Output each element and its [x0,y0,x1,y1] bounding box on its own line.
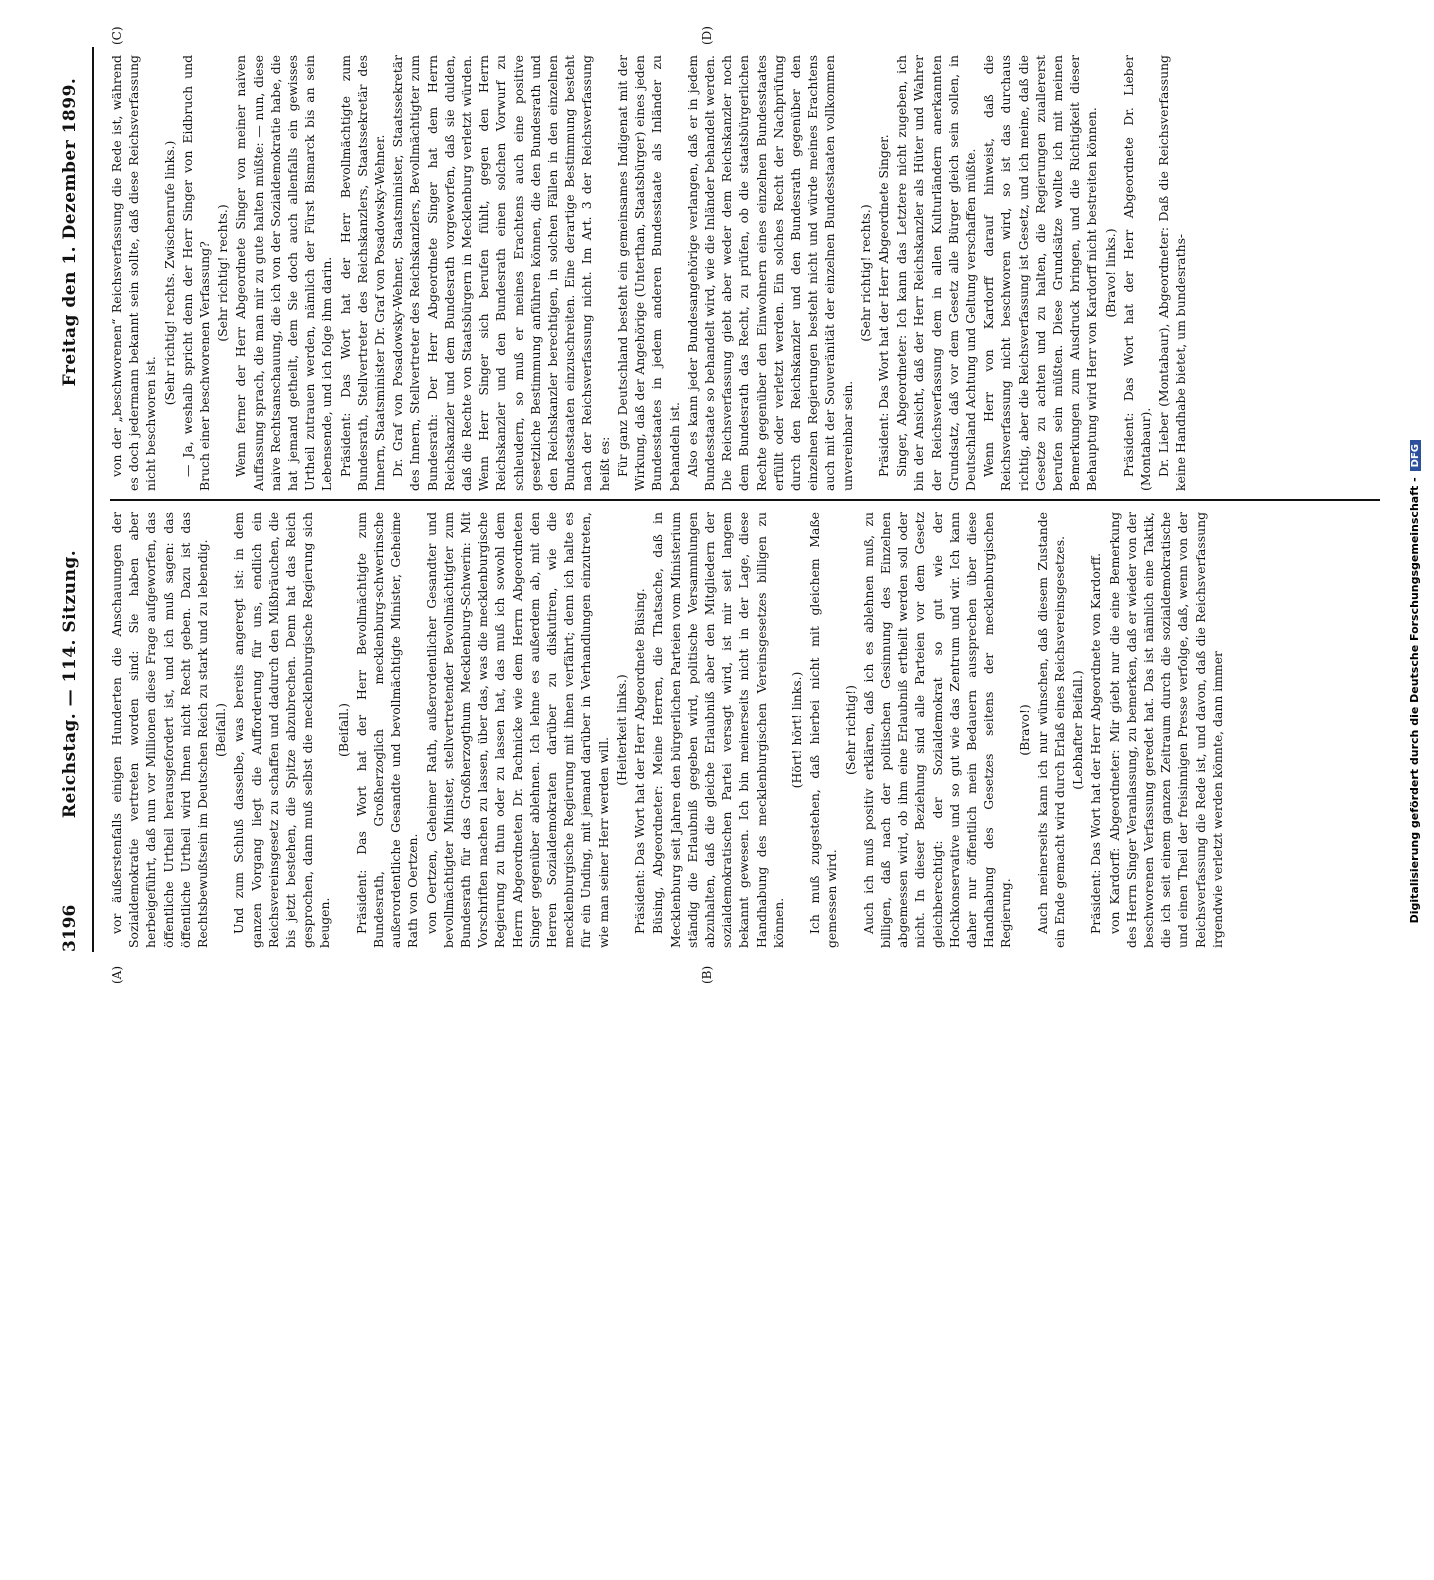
paragraph: Wenn Herr von Kardorff darauf hinweist, daß die Reichsverfassung nicht beschworen wird, so ist das durchaus richtig, aber die Reichsverfassung ist Gesetz, und ich meine, daß die Gesetze zu achten und zu halten, die Regierungen zuallererst berufen sein müßten. Diese Grundsätze wollte ich mit meinen Bemerkungen zum Ausdruck bringen, und die Richtigkeit dieser Behauptung wird Herr von Kardorff nicht bestreiten können. [981,55,1100,491]
interjection: (Beifall.) [335,703,351,757]
left-column [108,512,1408,948]
page-number: 3196 [60,904,80,952]
interjection: (Beifall.) [213,703,229,757]
paragraph: Und zum Schluß dasselbe, was bereits angeregt ist: in dem ganzen Vorgang liegt die Aufforderung für uns, endlich ein Reichsvereinsgesetz zu schaffen und dadurch den Mißbräuchen, die bis jetzt bestehen, die Spitze abzubrechen. Denn hat das Reich gesprochen, dann muß selbst die mecklenburgische Regierung sich beugen. [231,512,333,948]
header-rule [92,47,94,952]
right-column [108,55,1408,491]
paragraph: — Ja, weshalb spricht denn der Herr Singer von Eidbruch und Bruch einer beschworenen Verfassung? [179,55,213,491]
paragraph: Wenn ferner der Herr Abgeordnete Singer von meiner naiven Auffassung sprach, die man mir zu gute halten müßte: — nun, diese naive Rechtsanschauung, die ich von der Sozialdemokratie habe, die hat jemand getheilt, dem Sie doch auch allenfalls ein gewisses Urtheil zutrauen werden, nämlich der Fürst Bismarck bis an sein Lebensende, und ich folge ihm darin. [233,55,335,491]
paragraph: Dr. Lieber (Montabaur), Abgeordneter: Daß die Reichsverfassung keine Handhabe bietet, um bundesraths- [1156,55,1189,491]
paragraph: Präsident: Das Wort hat der Herr Abgeordnete Büsing. [632,588,648,934]
interjection: (Bravo! links.) [1102,228,1118,318]
page-header [56,52,90,952]
interjection: (Heiterkeit links.) [613,674,629,786]
paragraph: Auch ich muß positiv erklären, daß ich es ablehnen muß, zu billigen, daß nach der politischen Gesinnung des Einzelnen abgemessen wird, ob ihm eine Erlaubniß ertheilt werden soll oder nicht. In dieser Beziehung sind alle Parteien vor dem Gesetz gleichberechtigt: der Sozialdemokrat so gut wie der Hochkonservative und so gut wie das Zentrum und wir. Ich kann daher nur öffentlich mein Bedauern aussprechen über diese Handhabung des Gesetzes seitens der mecklenburgischen Regierung. [860,512,1014,948]
paragraph: Ich muß zugestehen, daß hierbei nicht mit gleichem Maße gemessen wird. [807,512,840,948]
paragraph: vor äußerstenfalls einigen Hunderten die Anschauungen der Sozialdemokratie vertreten worden sind: Sie haben aber herbeigeführt, daß nun vor Millionen diese Frage aufgeworfen, das öffentliche Urtheil herausgefordert ist, und ich muß sagen: das öffentliche Urtheil wird Ihnen nicht Recht geben. Dazu ist das Rechtsbewußtsein im Deutschen Reich zu stark und zu lebendig. [109,512,211,948]
interjection: (Bravo!) [1016,704,1032,756]
interjection: (Sehr richtig! rechts.) [857,204,873,342]
paragraph: Präsident: Das Wort hat der Herr Abgeordnete Singer. [875,134,891,477]
interjection: (Sehr richtig!) [842,685,858,775]
paragraph: Auch meinerseits kann ich nur wünschen, daß diesem Zustande ein Ende gemacht wird durch Erlaß eines Reichsvereinsgesetzes. [1034,512,1067,948]
paragraph: Büsing, Abgeordneter: Meine Herren, die Thatsache, daß in Mecklenburg seit Jahren den bürgerlichen Parteien vom Ministerium ständig die Erlaubniß gegeben wird, politische Versammlungen abzuhalten, daß die gleiche Erlaubniß aber den Mitgliedern der sozialdemokratischen Partei versagt wird, ist mir seit langem bekannt gewesen. Ich bin meinerseits nicht in der Lage, diese Handhabung des mecklenburgischen Vereinsgesetzes billigen zu können. [650,512,786,948]
interjection: (Lebhafter Beifall.) [1070,670,1086,790]
paragraph: Also es kann jeder Bundesangehörige verlangen, daß er in jedem Bundesstaate so behandelt wird, wie die Inländer behandelt werden. Die Reichsverfassung giebt aber weder dem Reichskanzler noch dem Bundesrath das Recht, zu prüfen, ob die staatsbürgerlichen Rechte gegenüber den Einwohnern eines einzelnen Bundesstaates erfüllt oder verletzt werden. Ein solches Recht der Nachprüfung durch den Reichskanzler und den Bundesrath gegenüber den einzelnen Regierungen besteht nicht und würde meines Erachtens auch mit der Souveränität der einzelnen Bundesstaaten vollkommen unvereinbar sein. [684,55,855,491]
dfg-logo: DFG [1410,440,1421,471]
session-date: Freitag den 1. Dezember 1899. [60,77,80,387]
margin-mark-a: (A) [110,965,124,984]
paragraph: Präsident: Das Wort hat der Herr Abgeordnete von Kardorff. [1088,552,1104,934]
paragraph: Dr. Graf von Posadowsky-Wehner, Staatsminister, Staatssekretär des Innern, Stellvertreter des Reichskanzlers, Bevollmächtigter zum Bundesrath: Der Herr Abgeordnete Singer hat dem Herrn Reichskanzler und dem Bundesrath vorgeworfen, daß sie dulden, daß die Rechte von Staatsbürgern in Mecklenburg verletzt würden. Wenn Herr Singer sich berufen fühlt, gegen den Herrn Reichskanzler und den Bundesrath einen solchen Vorwurf zu schleudern, so muß er meines Erachtens auch eine positive gesetzliche Bestimmung anführen können, die den Bundesrath und den Reichskanzler berechtigen, in solchen Fällen in den einzelnen Bundesstaaten einzuschreiten. Eine derartige Bestimmung besteht nach der Reichsverfassung nicht. Im Art. 3 der Reichsverfassung heißt es: [390,55,612,491]
quotation: Für ganz Deutschland besteht ein gemeinsames Indigenat mit der Wirkung, daß der Angehörige (Unterthan, Staatsbürger) eines jeden Bundesstaates in jedem anderen Bundesstaate als Inländer zu behandeln ist. [614,55,682,491]
paragraph: Singer, Abgeordneter: Ich kann das Letztere nicht zugeben, ich bin der Ansicht, daß der Herr Reichskanzler als Hüter und Wahrer der Reichsverfassung dem in allen Kulturländern anerkannten Grundsatz, daß vor dem Gesetz alle Bürger gleich sein sollen, in Deutschland Achtung und Geltung verschaffen müßte. [894,55,978,491]
digitization-credit [1408,440,1430,1580]
interjection: (Sehr richtig! rechts.) [215,204,231,342]
credit-text: Digitalisierung gefördert durch die Deutsche Forschungsgemeinschaft - [1408,477,1421,924]
margin-mark-d: (D) [700,26,714,45]
session-title: Reichstag. — 114. Sitzung. [60,549,80,819]
paragraph: von der „beschworenen“ Reichsverfassung die Rede ist, während es doch jedermann bekannt sein sollte, daß diese Reichsverfassung nicht beschworen ist. [109,55,159,491]
paragraph: Präsident: Das Wort hat der Herr Abgeordnete Dr. Lieber (Montabaur). [1120,55,1153,491]
paragraph: Präsident: Das Wort hat der Herr Bevollmächtigte zum Bundesrath, Stellvertreter des Reichskanzlers, Staatssekretär des Innern, Staatsminister Dr. Graf von Posadowsky-Wehner. [337,55,388,491]
paragraph: Präsident: Das Wort hat der Herr Bevollmächtigte zum Bundesrath, Großherzoglich mecklenburg-schwerinsche außerordentliche Gesandte und bevollmächtigte Minister, Geheime Rath von Oertzen. [353,512,421,948]
margin-mark-b: (B) [700,965,714,984]
interjection: (Sehr richtig! rechts. Zwischenrufe links.) [161,140,177,406]
paragraph: von Kardorff: Abgeordneter: Mir giebt nur die eine Bemerkung des Herrn Singer Veranlassung, zu bemerken, daß er wieder von der beschworenen Verfassung geredet hat. Das ist nämlich eine Taktik, die ich seit einem ganzen Zeitraum durch die sozialdemokratische und einen Theil der freisinnigen Presse verfolge, daß, wenn von der Reichsverfassung die Rede ist, und davon, daß die Reichsverfassung irgendwie verletzt werden könnte, dann immer [1106,512,1225,948]
interjection: (Hört! hört! links.) [788,671,804,789]
margin-mark-c: (C) [110,26,124,45]
paragraph: von Oertzen, Geheimer Rath, außerordentlicher Gesandter und bevollmächtigter Minister, stellvertretender Bevollmächtigter zum Bundesrath für das Großherzogthum Mecklenburg-Schwerin: Mit Vorschriften machen zu lassen, über das, was die mecklenburgische Regierung zu thun oder zu lassen hat, das muß ich sowohl dem Herrn Abgeordneten Dr. Pachnicke wie dem Herrn Abgeordneten Singer gegenüber ablehnen. Ich lehne es außerdem ab, mit den Herren Sozialdemokraten darüber zu diskutiren, wie die mecklenburgische Regierung mit ihnen verfährt; denn ich halte es für ein Unding, mit jemand darüber in Verhandlungen einzutreten, wie man seiner Herr werden will. [423,512,611,948]
column-divider [110,499,1380,501]
